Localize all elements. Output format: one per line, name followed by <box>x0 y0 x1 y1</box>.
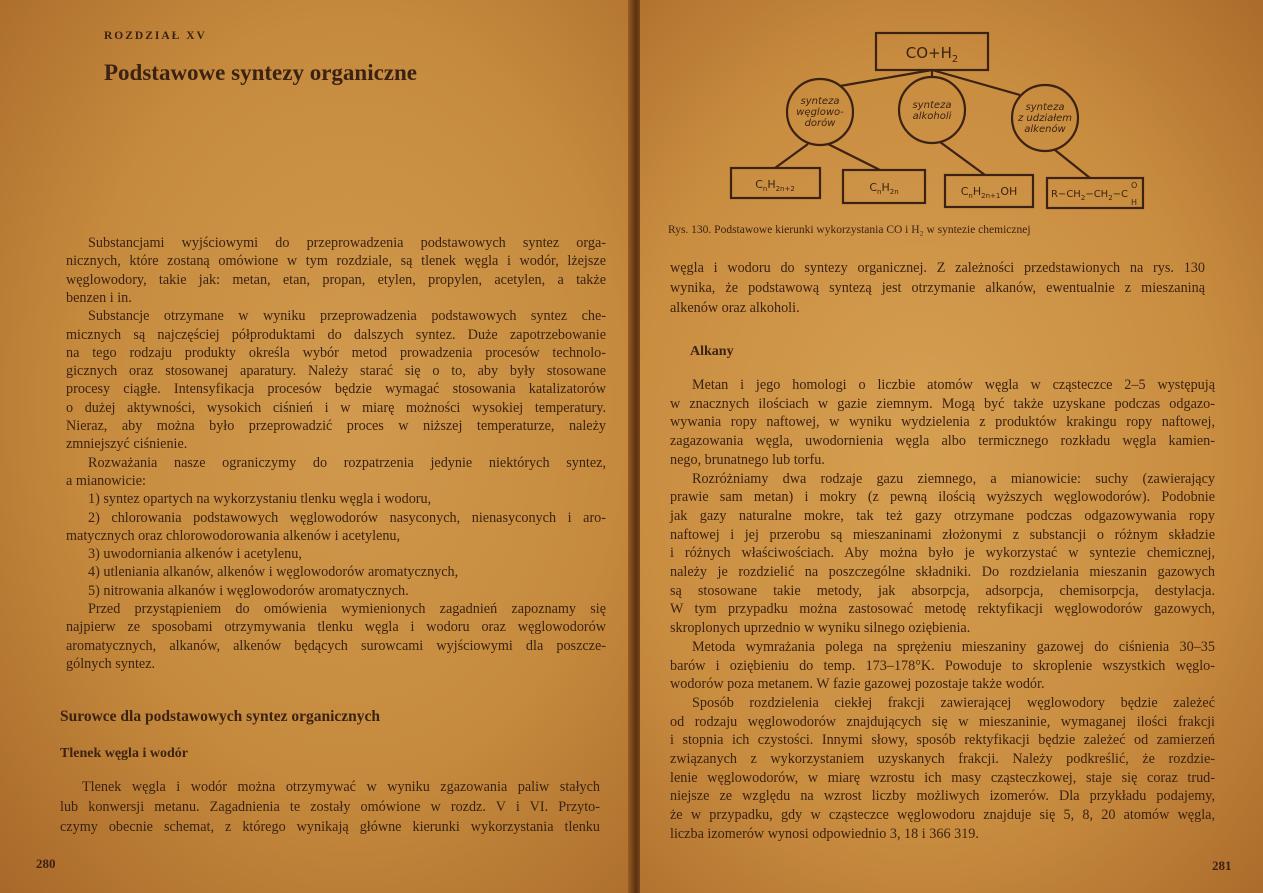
section-heading-alkany: Alkany <box>690 344 734 359</box>
text-line: czymy obecnie schemat, z którego wynikają główne kierunki wykorzystania tlenku <box>60 819 600 835</box>
svg-text:R−CH2−CH2−C: $R-CH_2-CH_2-C$ <box>1051 189 1129 202</box>
text-line: Rozważania nasze ograniczymy do rozpatrzenia jedynie niektórych syntez, <box>88 454 606 471</box>
circle-label: dorów <box>804 118 836 129</box>
text-line: Przed przystąpieniem do omówienia wymienionych zagadnień zapoznamy się <box>88 601 606 617</box>
text-line: od rodzaju węglowodorów znajdujących się w mieszaninie, wymaganej ilości frakcji <box>670 713 1215 730</box>
text-line: związanych z wykorzystaniem uzyskanych frakcji. Należy podkreślić, że rozdzie- <box>670 751 1215 767</box>
text-line: naftowej i jej przerobu są mieszaninami złożonymi z substancji o różnym składzie <box>670 526 1215 543</box>
text-line: nicznych, które zostaną omówione w tym rozdziale, są tlenek węgla i wodór, lżejsze <box>66 253 606 270</box>
subsection-heading: Tlenek węgla i wodór <box>60 746 188 761</box>
chapter-label: ROZDZIAŁ XV <box>104 30 207 42</box>
text-line: a mianowicie: <box>66 472 146 489</box>
text-line: Nieraz, aby można było przeprowadzić proces w niższej temperaturze, należy <box>66 418 606 434</box>
text-line: 2) chlorowania podstawowych węglowodorów nasyconych, nienasyconych i aro- <box>88 509 606 526</box>
figure-caption: Rys. 130. Podstawowe kierunki wykorzystania CO i H₂ w syntezie chemicznej <box>668 224 1031 236</box>
text-line: 4) utleniania alkanów, alkenów i węglowodorów aromatycznych, <box>88 564 459 581</box>
formula-aldehyde <box>1051 181 1137 207</box>
text-line: jak gazy naturalne mokre, tak też gazy otrzymane podczas odgazowywania ropy <box>670 507 1215 524</box>
text-line: alkenów oraz alkoholi. <box>670 300 800 316</box>
text-line: są stosowane takie metody, jak absorpcja, adsorpcja, chemisorpcja, destylacja. <box>670 582 1215 599</box>
text-line: Metan i jego homologi o liczbie atomów węgla w cząsteczce 2–5 występują <box>692 377 1215 393</box>
text-line: o dużej aktywności, wysokich ciśnień i w miarę możności wysokiej temperatury. <box>66 399 606 416</box>
text-line: 3) uwodorniania alkenów i acetylenu, <box>88 546 302 563</box>
text-line: procesy ciągłe. Intensyfikacja procesów będzie wymagać stosowania katalizatorów <box>66 381 606 398</box>
section-heading: Surowce dla podstawowych syntez organicznych <box>60 708 381 725</box>
page-number: 280 <box>36 856 56 871</box>
text-line: na tego rodzaju produkty określa wybór metod prowadzenia procesów technolo- <box>66 344 606 361</box>
formula-alkenes: $C_nH_{2n}$ <box>869 181 899 196</box>
circle-label: alkoholi <box>912 111 952 122</box>
text-line: 1) syntez opartych na wykorzystaniu tlenku węgla i wodoru, <box>88 491 432 508</box>
text-line: micznych są najczęściej półproduktami do dalszych syntez. Duże zapotrzebowanie <box>66 326 606 343</box>
text-line: aromatycznych, alkanów, alkenów będących surowcami wyjściowymi dla poszcze- <box>66 637 606 654</box>
circle-label: z udziałem <box>1017 113 1073 124</box>
text-line: Substancjami wyjściowymi do przeprowadzenia podstawowych syntez orga- <box>88 235 606 251</box>
text-line: lenie węglowodorów, w miarę wzrostu ich masy cząsteczkowej, staje się coraz trud- <box>670 769 1215 786</box>
circle-label: węglowo- <box>796 107 844 118</box>
chapter-title: Podstawowe syntezy organiczne <box>104 60 418 85</box>
text-line: i różnych właściwościach. Aby można było je wykorzystać w syntezie chemicznej, <box>670 545 1215 562</box>
text-line: w znacznych ilościach w gazie ziemnym. Mogą być także uzyskane podczas odgazo- <box>670 395 1215 412</box>
text-line: węglowodory, takie jak: metan, etan, propan, etylen, propylen, acetylen, a także <box>66 271 606 288</box>
page-number: 281 <box>1212 858 1232 873</box>
text-line: zagazowania węgla, uwodornienia węgla albo termicznego rozkładu węgla kamien- <box>670 433 1215 450</box>
text-line: najpierw ze sposobami otrzymywania tlenku węgla i wodoru oraz węglowodorów <box>66 619 606 636</box>
circle-label: synteza <box>800 96 840 107</box>
text-line: węgla i wodoru do syntezy organicznej. Z zależności przedstawionych na rys. 130 <box>670 260 1205 276</box>
text-line: zmniejszyć ciśnienie. <box>66 436 188 453</box>
text-line: 5) nitrowania alkanów i węglowodorów aromatycznych. <box>88 582 409 599</box>
product-box-alcohols <box>945 175 1033 207</box>
co-h2-diagram <box>640 0 1263 220</box>
formula-alcohols: $C_nH_{2n+1}OH$ <box>960 185 1018 200</box>
text-line: skroplonych uprzednio w wyniku silnego oziębienia. <box>670 620 971 637</box>
root-label: $CO+H_2$ <box>905 44 959 65</box>
text-line: wywania ropy naftowej, w wyniku wydzielenia z produktów krakingu ropy naftowej, <box>670 414 1215 431</box>
svg-text:O: O <box>1131 181 1138 190</box>
text-line: prawie sam metan) i mokry (z pewną ilością wyższych węglowodorów). Podobnie <box>670 489 1215 506</box>
text-line: benzen i in. <box>66 289 132 306</box>
text-line: wodorów poza metanem. W fazie gazowej pozostaje także wodór. <box>670 676 1045 693</box>
circle-label: synteza <box>912 100 952 111</box>
text-line: wynika, że podstawową syntezą jest otrzymanie alkanów, ewentualnie z mieszaniną <box>670 280 1205 296</box>
right-page <box>640 0 1263 893</box>
text-line: że w przypadku, gdy w cząsteczce węglowodoru znajduje się 5, 8, 20 atomów węgla, <box>670 807 1215 824</box>
text-line: Substancje otrzymane w wyniku przeprowadzenia podstawowych syntez che- <box>88 308 606 325</box>
text-line: Sposób rozdzielenia ciekłej frakcji zawierającej węglowodory będzie zależeć <box>692 694 1215 711</box>
text-line: gólnych syntez. <box>66 655 156 672</box>
text-line: i stopnia ich czystości. Innymi słowy, sposób rektyfikacji będzie zależeć od zamierzeń <box>670 732 1215 749</box>
circle-label: alkenów <box>1024 124 1066 135</box>
circle-label: synteza <box>1025 102 1065 113</box>
text-line: lub konwersji metanu. Zagadnienia te zostały omówione w rozdz. V i VI. Przyto- <box>60 799 600 815</box>
text-line: Rozróżniamy dwa rodzaje gazu ziemnego, a mianowicie: suchy (zawierający <box>692 470 1215 487</box>
text-line: nego, brunatnego lub torfu. <box>670 451 825 468</box>
svg-text:H: H <box>1131 198 1138 207</box>
text-line: W tym przypadku można zastosować metodę rektyfikacji węglowodorów gazowych, <box>670 601 1215 618</box>
text-line: liczba izomerów wynosi odpowiednio 3, 18 i 366 319. <box>670 825 979 842</box>
text-line: niejsze ze względu na wzrost liczby możliwych izomerów. Dla przykładu podajemy, <box>670 788 1215 805</box>
formula-alkanes: $C_nH_{2n+2}$ <box>755 178 795 193</box>
text-line: Tlenek węgla i wodór można otrzymywać w wyniku zgazowania paliw stałych <box>82 779 600 795</box>
text-line: barów i oziębieniu do temp. 173–178°K. Powoduje to skroplenie wszystkich węglo- <box>670 657 1215 674</box>
text-line: Metoda wymrażania polega na sprężeniu mieszaniny gazowej do ciśnienia 30–35 <box>692 638 1215 655</box>
text-line: należy je rozdzielić na poszczególne składniki. Do rozdzielania mieszanin gazowych <box>670 564 1215 580</box>
text-line: matycznych oraz chlorowodorowania alkenów i acetylenu, <box>66 527 401 544</box>
text-line: gicznych oraz stosowanej aparatury. Należy starać się o to, aby były stosowane <box>66 363 606 380</box>
